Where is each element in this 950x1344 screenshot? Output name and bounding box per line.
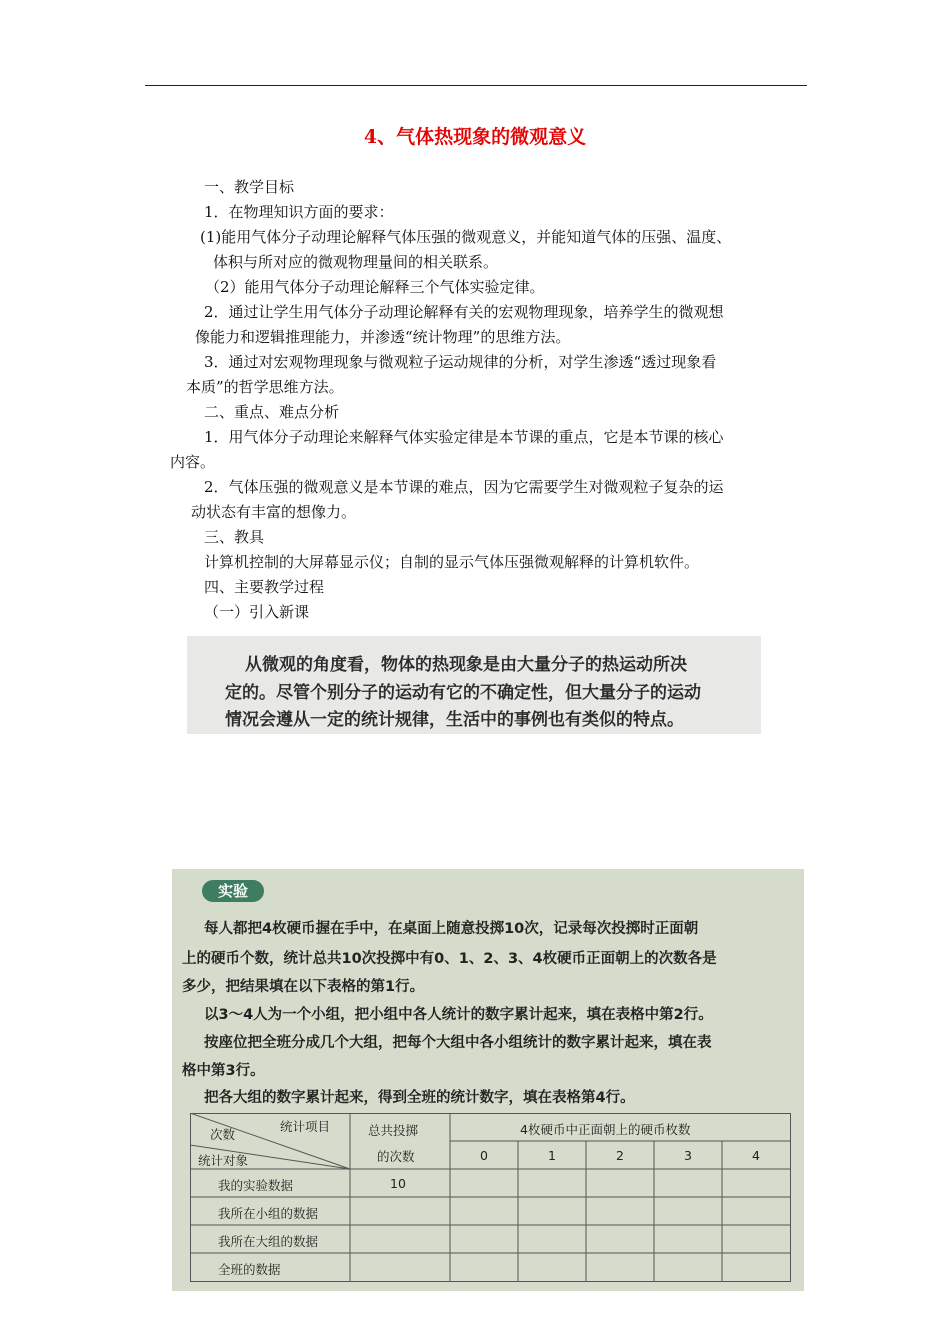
textbook-intro-image: [187, 636, 761, 734]
intro-line: 情况会遵从一定的统计规律，生活中的事例也有类似的特点。: [225, 710, 684, 730]
experiment-line: 以3～4人为一个小组，把小组中各人统计的数字累计起来，填在表格中第2行。: [204, 1007, 713, 1023]
text-line: 3．通过对宏观物理现象与微观粒子运动规律的分析，对学生渗透“透过现象看: [204, 353, 717, 371]
text-line: 本质”的哲学思维方法。: [186, 378, 344, 396]
total-header: 的次数: [377, 1149, 415, 1164]
experiment-line: 每人都把4枚硬币握在手中，在桌面上随意投掷10次，记录每次投掷时正面朝: [204, 921, 699, 937]
coin-col-header: 2: [616, 1148, 624, 1163]
document-title: 4、气体热现象的微观意义: [363, 126, 587, 148]
text-line: （2）能用气体分子动理论解释三个气体实验定律。: [205, 278, 545, 296]
coin-col-header: 3: [684, 1148, 692, 1163]
experiment-line: 按座位把全班分成几个大组，把每个大组中各小组统计的数字累计起来，填在表: [204, 1035, 712, 1051]
header-rule: [145, 85, 807, 86]
coin-col-header: 4: [752, 1148, 760, 1163]
table-grid: [190, 1113, 792, 1283]
corner-header: 统计项目: [280, 1119, 331, 1134]
text-line: 一、教学目标: [204, 178, 295, 196]
row-label: 我的实验数据: [218, 1178, 294, 1193]
text-line: 动状态有丰富的想像力。: [191, 503, 357, 521]
coin-col-header: 1: [548, 1148, 556, 1163]
text-line: 内容。: [170, 453, 216, 471]
experiment-line: 把各大组的数字累计起来，得到全班的统计数字，填在表格第4行。: [204, 1090, 635, 1106]
text-line: 2．气体压强的微观意义是本节课的难点，因为它需要学生对微观粒子复杂的运: [204, 478, 724, 496]
experiment-badge: 实验: [202, 880, 264, 902]
text-line: (1)能用气体分子动理论解释气体压强的微观意义，并能知道气体的压强、温度、: [200, 228, 732, 246]
coin-statistics-table: [190, 1113, 792, 1283]
row-label: 我所在小组的数据: [218, 1206, 319, 1221]
section-heading: 四、主要教学过程: [204, 578, 325, 596]
text-line: 1．在物理知识方面的要求：: [204, 203, 394, 221]
total-header: 总共投掷: [368, 1123, 419, 1138]
text-line: （一）引入新课: [204, 603, 310, 621]
section-heading: 二、重点、难点分析: [204, 403, 340, 421]
text-line: 2．通过让学生用气体分子动理论解释有关的宏观物理现象，培养学生的微观想: [204, 303, 724, 321]
row-total: 10: [390, 1176, 406, 1191]
coins-header: 4枚硬币中正面朝上的硬币枚数: [520, 1122, 691, 1137]
intro-line: 定的。尽管个别分子的运动有它的不确定性，但大量分子的运动: [225, 683, 701, 703]
text-line: 体积与所对应的微观物理量间的相关联系。: [213, 253, 499, 271]
experiment-line: 格中第3行。: [182, 1063, 265, 1079]
coin-col-header: 0: [480, 1148, 488, 1163]
experiment-line: 上的硬币个数，统计总共10次投掷中有0、1、2、3、4枚硬币正面朝上的次数各是: [182, 951, 717, 967]
intro-line: 从微观的角度看，物体的热现象是由大量分子的热运动所决: [245, 655, 687, 675]
corner-header: 次数: [210, 1127, 236, 1142]
experiment-image: [172, 869, 804, 1291]
row-label: 全班的数据: [218, 1262, 281, 1277]
text-line: 计算机控制的大屏幕显示仪；自制的显示气体压强微观解释的计算机软件。: [204, 553, 700, 571]
text-line: 1．用气体分子动理论来解释气体实验定律是本节课的重点，它是本节课的核心: [204, 428, 724, 446]
section-heading: 三、教具: [204, 528, 265, 546]
experiment-line: 多少，把结果填在以下表格的第1行。: [182, 979, 425, 995]
corner-header: 统计对象: [198, 1153, 249, 1168]
text-line: 像能力和逻辑推理能力，并渗透“统计物理”的思维方法。: [195, 328, 571, 346]
row-label: 我所在大组的数据: [218, 1234, 319, 1249]
